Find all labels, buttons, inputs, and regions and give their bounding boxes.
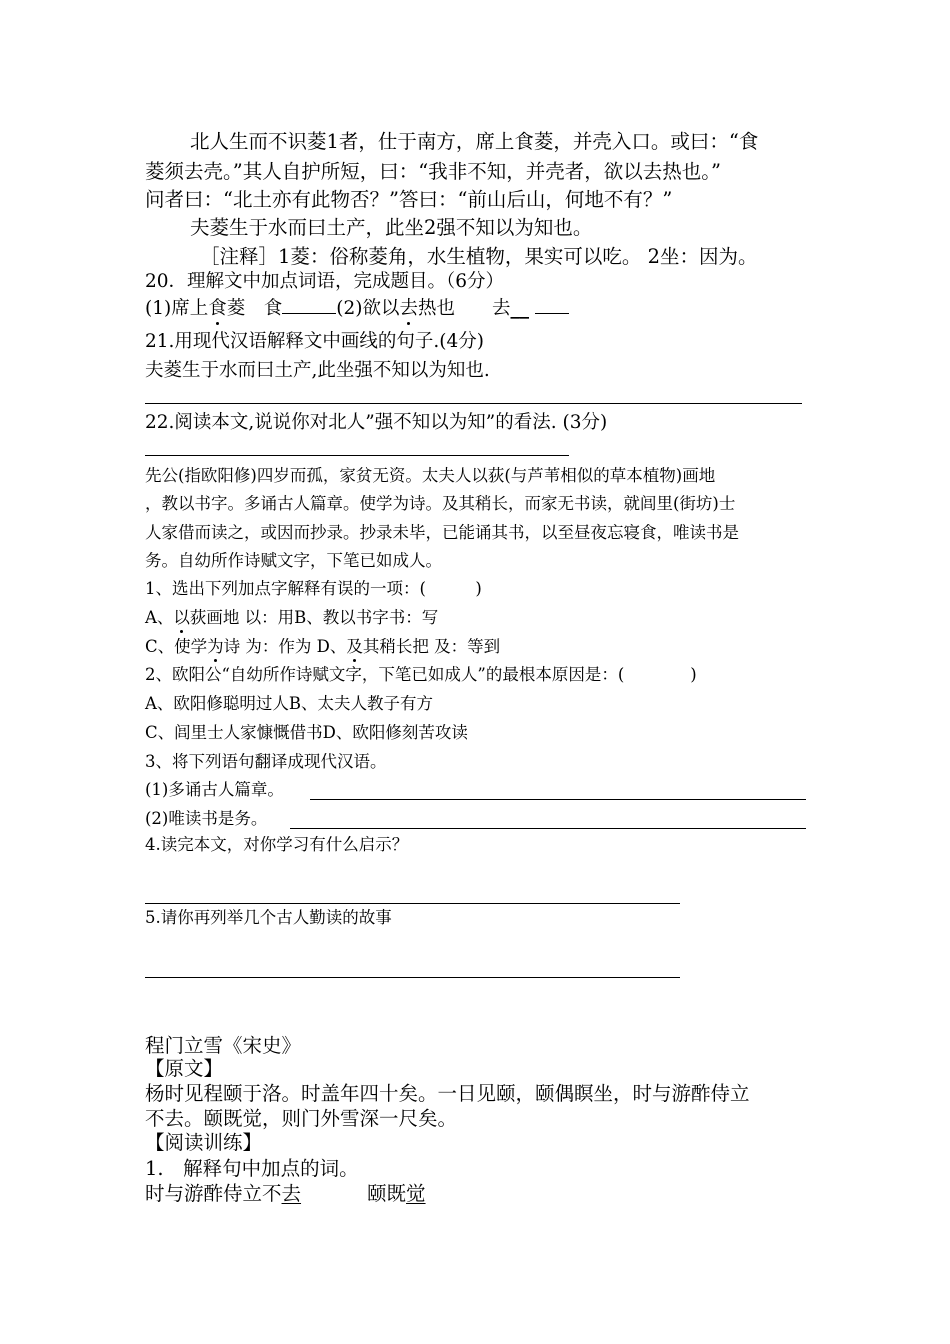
q20-part2-dotted: 去: [399, 298, 418, 319]
q2-2-options-ab: A、欧阳修聪明过人B、太夫人教子有方: [145, 694, 434, 713]
q2-2-stem: 2、欧阳公“自幼所作诗赋文字，下笔已如成人”的最根本原因是：( ): [145, 665, 697, 684]
q20-parts: [145, 300, 569, 319]
q2-2-options-cd: C、闾里士人家慷慨借书D、欧阳修刻苦攻读: [145, 723, 468, 742]
q2-1-d-suffix: 其稍长把 及：等到: [362, 637, 501, 656]
q2-1-a-suffix: 荻画地 以：用B、教以书字书：写: [189, 608, 439, 627]
q2-3-item2: (2)唯读书是务。: [145, 809, 268, 828]
q21-answer-line[interactable]: [145, 403, 802, 404]
passage3-word2-target: 觉: [406, 1182, 426, 1205]
q20-part2-suffix: 热也 去: [417, 298, 511, 319]
passage2-line4: 务。自幼所作诗赋文字，下笔已如成人。: [145, 551, 442, 570]
q2-4-answer-line[interactable]: [145, 903, 680, 904]
passage3-word1-target: 去: [281, 1182, 302, 1205]
q2-1-a-prefix: A、: [145, 608, 174, 627]
q2-1-options-ab: [145, 610, 438, 627]
q2-1-options-cd: [145, 639, 500, 656]
q21-stem: 21.用现代汉语解释文中画线的句子.(4分): [145, 331, 485, 352]
q2-3-item1-line[interactable]: [310, 799, 806, 800]
q2-1-d-dotted: 及: [346, 637, 363, 656]
passage1-line1: 北人生而不识菱1者，仕于南方，席上食菱，并壳入口。或曰：“食: [190, 130, 759, 153]
q20-part2-blank[interactable]: [535, 312, 569, 314]
q2-3-stem: 3、将下列语句翻译成现代汉语。: [145, 752, 387, 771]
q2-5-stem: 5.请你再列举几个古人勤读的故事: [145, 908, 392, 927]
q20-part1-suffix: 菱 食: [226, 298, 283, 319]
q20-part2-prefix: (2)欲以: [336, 298, 400, 319]
passage2-line1: 先公(指欧阳修)四岁而孤，家贫无资。太夫人以荻(与芦苇相似的草本植物)画地: [145, 466, 716, 485]
passage3-word1-context: 时与游酢侍立不: [145, 1182, 282, 1205]
passage3-text-line1: 杨时见程颐于洛。时盖年四十矣。一日见颐，颐偶瞑坐，时与游酢侍立: [145, 1082, 750, 1105]
q20-part1-prefix: (1)席上: [145, 298, 209, 319]
q2-1-a-dotted: 以: [173, 608, 190, 627]
q20-stem: 20．理解文中加点词语，完成题目。（6分）: [145, 271, 505, 292]
passage1-line4: 夫菱生于水而曰土产，此坐2强不知以为知也。: [190, 216, 593, 239]
passage2-line3: 人家借而读之，或因而抄录。抄录未毕，已能诵其书，以至昼夜忘寝食，唯读书是: [145, 523, 739, 542]
passage3-title: 程门立雪《宋史》: [145, 1034, 302, 1057]
passage1-line3: 问者曰：“北土亦有此物否？”答曰：“前山后山，何地不有？”: [145, 188, 673, 211]
q2-3-item1: (1)多诵古人篇章。: [145, 780, 284, 799]
q20-part2-gap: __: [510, 298, 529, 319]
passage2-line2: ，教以书字。多诵古人篇章。使学为诗。及其稍长，而家无书读，就闾里(街坊)士: [145, 494, 736, 513]
q20-part1-dotted: 食: [208, 298, 227, 319]
q22-stem: 22.阅读本文,说说你对北人”强不知以为知”的看法. (3分): [145, 412, 608, 433]
q2-4-stem: 4.读完本文，对你学习有什么启示？: [145, 835, 409, 854]
passage3-q1-words: [145, 1184, 426, 1204]
q21-sentence: 夫菱生于水而曰土产,此坐强不知以为知也.: [145, 360, 490, 381]
passage1-line2: 菱须去壳。”其人自护所短，曰：“我非不知，并壳者，欲以去热也。”: [145, 160, 721, 183]
q2-1-c-dotted: 为: [207, 637, 224, 656]
passage3-text-line2: 不去。颐既觉，则门外雪深一尺矣。: [145, 1107, 458, 1130]
q2-1-stem: 1、选出下列加点字解释有误的一项：( ): [145, 579, 482, 598]
q2-1-c-prefix: C、使学: [145, 637, 208, 656]
q2-5-answer-line[interactable]: [145, 977, 680, 978]
passage3-word2-context: 颐既: [367, 1182, 407, 1205]
q22-answer-line[interactable]: [145, 455, 569, 456]
passage3-q1-stem: 1. 解释句中加点的词。: [145, 1157, 359, 1180]
passage1-notes: ［注释］1菱：俗称菱角，水生植物，果实可以吃。 2坐：因为。: [200, 245, 758, 268]
passage3-original-heading: 【原文】: [145, 1057, 224, 1080]
q20-part1-blank[interactable]: [282, 312, 336, 314]
q2-3-item2-line[interactable]: [290, 828, 806, 829]
q2-1-c-suffix: 诗 为：作为 D、: [223, 637, 347, 656]
passage3-training-heading: 【阅读训练】: [145, 1131, 263, 1154]
